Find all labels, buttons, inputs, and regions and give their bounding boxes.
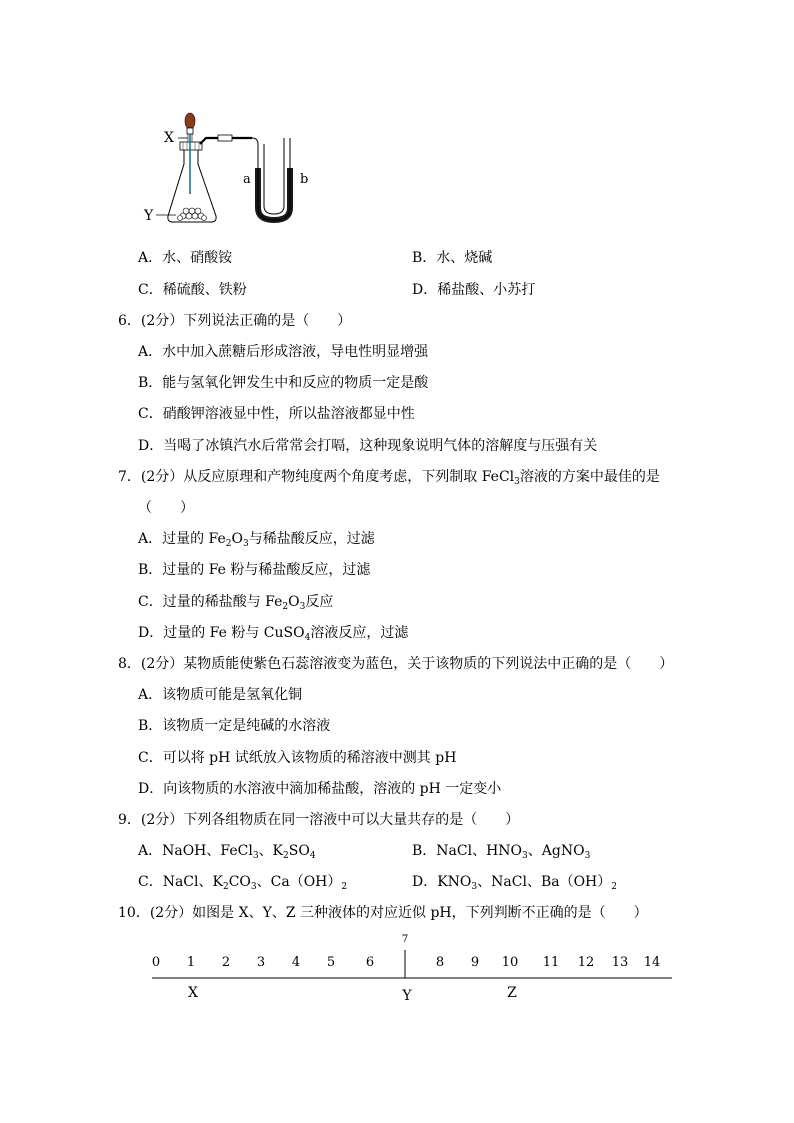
label-a: a: [243, 172, 251, 187]
q9-stem: 9．(2分）下列各组物质在同一溶液中可以大量共存的是（ ）: [118, 812, 520, 828]
q6-option-c: C．硝酸钾溶液显中性，所以盐溶液都显中性: [138, 406, 415, 422]
q8-option-d: D．向该物质的水溶液中滴加稀盐酸，溶液的 pH 一定变小: [138, 781, 502, 797]
ph-tick-label: 0: [151, 955, 161, 970]
q5-option-b: B．水、烧碱: [412, 250, 493, 266]
q9-option-a: A．NaOH、FeCl$_3$、$K_2SO_4$: [138, 843, 316, 861]
ph-tick-label: 7: [401, 934, 409, 945]
q5-option-c: C．稀硫酸、铁粉: [138, 282, 247, 298]
ph-tick-label: 10: [501, 955, 519, 970]
q6-option-d: D．当喝了冰镇汽水后常常会打嗝，这种现象说明气体的溶解度与压强有关: [138, 438, 598, 454]
ph-tick-label: 14: [643, 955, 661, 970]
q8-stem: 8．(2分）某物质能使紫色石蕊溶液变为蓝色，关于该物质的下列说法中正确的是（ ）: [118, 656, 674, 672]
q7-option-d: D．过量的 Fe 粉与 CuSO$_4$溶液反应，过滤: [138, 625, 409, 643]
solid-particles: [178, 208, 207, 221]
q7-stem: 7．(2分）从反应原理和产物纯度两个角度考虑，下列制取 FeCl$_3$溶液的方案中最佳的是: [118, 469, 660, 487]
label-x: X: [164, 130, 174, 146]
q7-option-a: A．过量的 $Fe_2O_3$与稀盐酸反应，过滤: [138, 531, 375, 549]
label-b: b: [300, 172, 309, 187]
q8-option-c: C．可以将 pH 试纸放入该物质的稀溶液中测其 pH: [138, 750, 457, 766]
label-y: Y: [144, 208, 154, 224]
ph-tick-label: 9: [470, 955, 480, 970]
q7-option-b: B．过量的 Fe 粉与稀盐酸反应，过滤: [138, 562, 371, 578]
q5-option-d: D．稀盐酸、小苏打: [412, 282, 536, 298]
ph-tick-label: 2: [221, 955, 231, 970]
ph-tick-label: 8: [435, 955, 445, 970]
ph-scale-figure: [140, 928, 680, 1008]
ph-marker-x: X: [188, 985, 198, 1001]
ph-tick-label: 5: [326, 955, 336, 970]
ph-tick-label: 1: [186, 955, 196, 970]
q8-option-b: B．该物质一定是纯碱的水溶液: [138, 718, 331, 734]
ph-tick-label: 6: [365, 955, 375, 970]
ph-tick-label: 12: [577, 955, 595, 970]
q9-option-d: D．$KNO_3$、NaCl、$Ba(OH)_2$: [412, 874, 617, 892]
ph-tick-label: 3: [256, 955, 266, 970]
q5-option-a: A．水、硝酸铵: [138, 250, 233, 266]
ph-marker-y: Y: [402, 988, 412, 1004]
q10-stem: 10．(2分）如图是 X、Y、Z 三种液体的对应近似 pH，下列判断不正确的是（ ）: [118, 905, 648, 921]
q7-stem-paren: （ ）: [138, 500, 194, 516]
dropper-collar: [187, 128, 193, 134]
ph-tick-label: 13: [611, 955, 629, 970]
u-tube-liquid: [258, 168, 290, 220]
flask-u-tube-apparatus: [140, 108, 340, 238]
q7-option-c: C．过量的稀盐酸与 $Fe_2O_3$反应: [138, 594, 334, 612]
ph-tick-label: 11: [542, 955, 560, 970]
dropper-bulb: [185, 113, 195, 129]
q8-option-a: A．该物质可能是氢氧化铜: [138, 687, 303, 703]
q9-option-b: B．NaCl、$HNO_3$、AgNO$_3$: [412, 843, 591, 861]
q6-option-a: A．水中加入蔗糖后形成溶液，导电性明显增强: [138, 344, 429, 360]
q6-option-b: B．能与氢氧化钾发生中和反应的物质一定是酸: [138, 375, 429, 391]
ph-tick-label: 4: [291, 955, 301, 970]
q6-stem: 6．(2分）下列说法正确的是（ ）: [118, 313, 352, 329]
rubber-stopper: [180, 142, 202, 150]
q9-option-c: C．NaCl、$K_2CO_3$、$Ca(OH)_2$: [138, 874, 348, 892]
ph-marker-z: Z: [507, 985, 517, 1001]
